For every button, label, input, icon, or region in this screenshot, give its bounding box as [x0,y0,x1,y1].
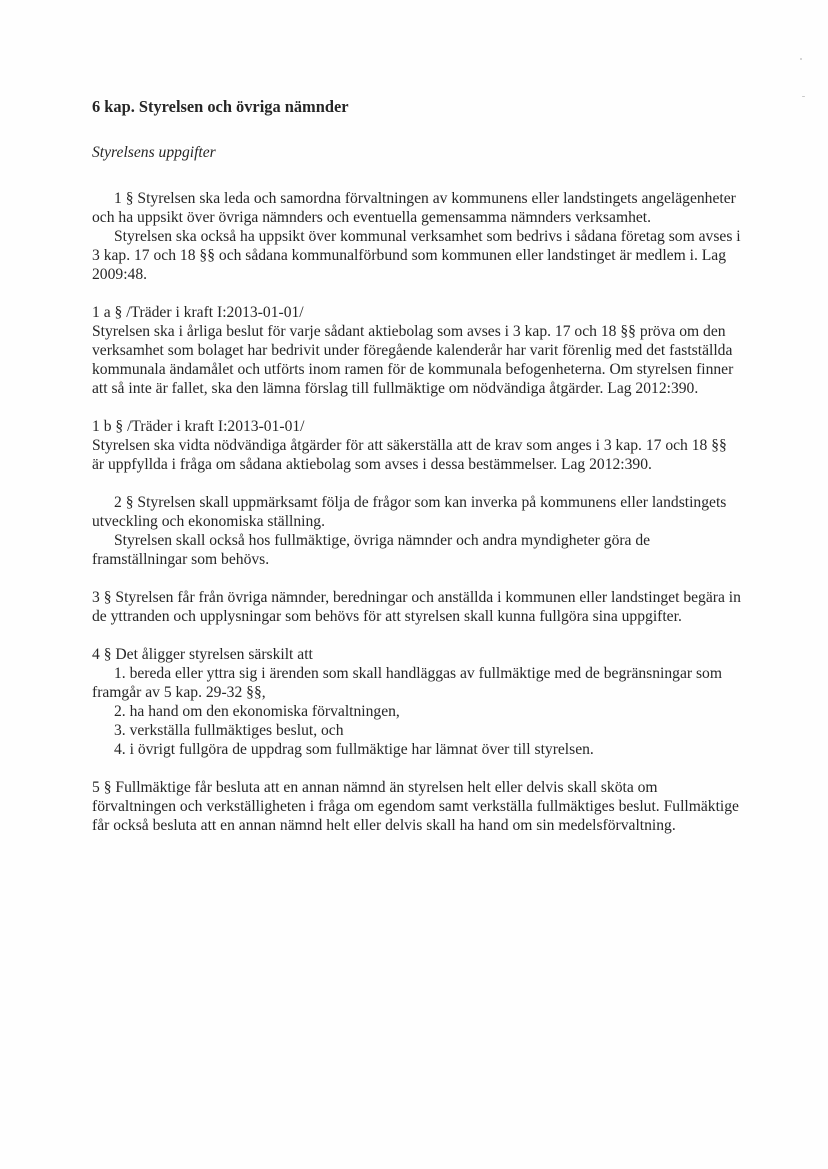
paragraph-2-text-2: Styrelsen skall också hos fullmäktige, övriga nämnder och andra myndigheter göra de framställningar som behövs. [92,532,651,568]
paragraph-3 [92,588,742,626]
list-item: 2. ha hand om den ekonomiska förvaltningen, [114,703,400,720]
list-item: 1. bereda eller yttra sig i ärenden som skall handläggas av fullmäktige med de begränsningar som framgår av 5 kap. 29-32 §§, [92,665,722,701]
paragraph-1a [92,303,742,398]
list-item: 3. verkställa fullmäktiges beslut, och [114,722,344,739]
chapter-title: 6 kap. Styrelsen och övriga nämnder [92,97,349,116]
paragraph-1a-header: 1 a § /Träder i kraft I:2013-01-01/ [92,304,304,321]
paragraph-2-text-1: 2 § Styrelsen skall uppmärksamt följa de frågor som kan inverka på kommunens eller landstingets utveckling och ekonomiska ställning. [92,494,727,530]
paragraph-4-intro: 4 § Det åligger styrelsen särskilt att [92,646,313,663]
scan-speck [802,96,805,97]
scan-speck [800,58,802,60]
paragraph-1 [92,189,742,284]
list-item: 4. i övrigt fullgöra de uppdrag som fullmäktige har lämnat över till styrelsen. [114,741,594,758]
paragraph-1b [92,417,742,474]
document-content [92,97,742,854]
paragraph-5 [92,778,742,835]
paragraph-1b-header: 1 b § /Träder i kraft I:2013-01-01/ [92,418,305,435]
paragraph-1b-body: Styrelsen ska vidta nödvändiga åtgärder för att säkerställa att de krav som anges i 3 kap. 17 och 18 §§ är uppfyllda i fråga om sådana aktiebolag som avses i dessa bestämmelser. Lag 2012:390. [92,437,727,473]
paragraph-4 [92,645,742,759]
section-subheading: Styrelsens uppgifter [92,144,216,161]
paragraph-5-body: 5 § Fullmäktige får besluta att en annan nämnd än styrelsen helt eller delvis skall sköta om förvaltningen och verkställigheten i fråga om egendom samt verkställa fullmäktiges beslut. Fullmäktige får också besluta att en annan nämnd helt eller delvis skall ha hand om sin medelsförvaltning. [92,779,739,834]
paragraph-1-text-2: Styrelsen ska också ha uppsikt över kommunal verksamhet som bedrivs i sådana företag som avses i 3 kap. 17 och 18 §§ och sådana kommunalförbund som kommunen eller landstinget är medlem i. Lag 2009:48. [92,228,741,283]
paragraph-1-text-1: 1 § Styrelsen ska leda och samordna förvaltningen av kommunens eller landstingets angelägenheter och ha uppsikt över övriga nämnders och eventuella gemensamma nämnders verksamhet. [92,190,736,226]
paragraph-1a-body: Styrelsen ska i årliga beslut för varje sådant aktiebolag som avses i 3 kap. 17 och 18 §§ pröva om den verksamhet som bolaget har bedrivit under föregående kalenderår har varit förenlig med det fastställda kommunala ändamålet och utförts inom ramen för de kommunala befogenheterna. Om styrelsen finner att så inte är fallet, ska den lämna förslag till fullmäktige om nödvändiga åtgärder. Lag 2012:390. [92,323,734,397]
paragraph-3-body: 3 § Styrelsen får från övriga nämnder, beredningar och anställda i kommunen eller landstinget begära in de yttranden och upplysningar som behövs för att styrelsen skall kunna fullgöra sina uppgifter. [92,589,741,625]
paragraph-2 [92,493,742,569]
